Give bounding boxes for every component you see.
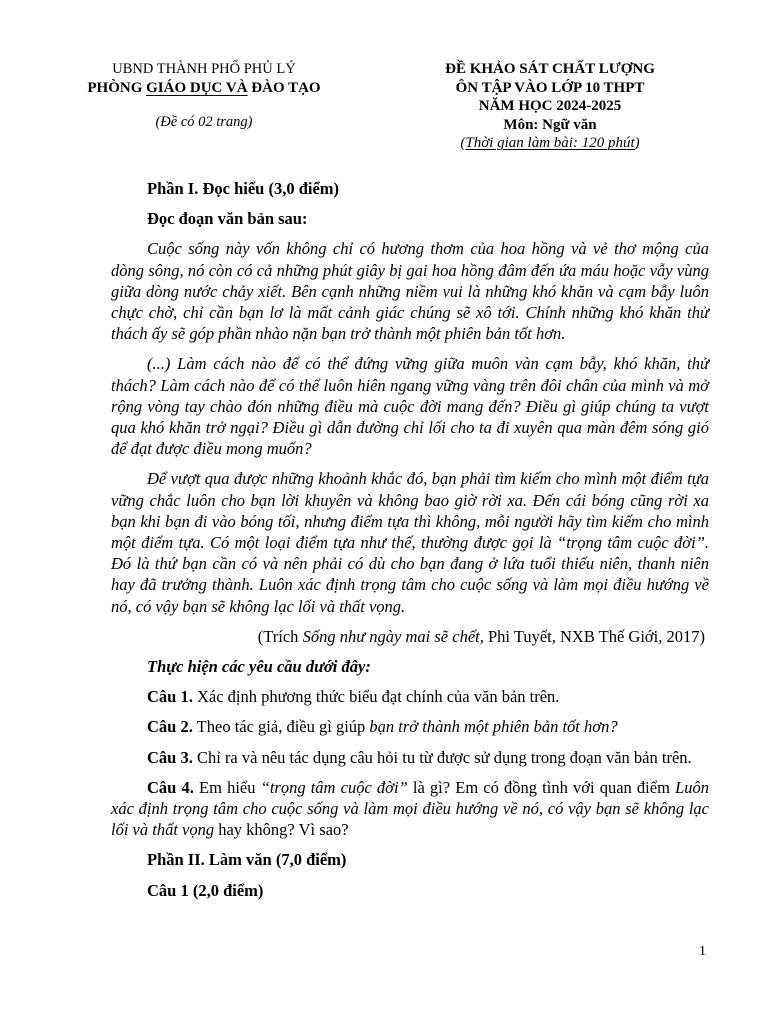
passage-source: (Trích Sống như ngày mai sẽ chết, Phi Tuyết, NXB Thế Giới, 2017) <box>257 626 705 646</box>
part2-question-1-heading: Câu 1 (2,0 điểm) <box>147 880 264 900</box>
time-allowed: (Thời gian làm bài: 120 phút) <box>460 135 640 151</box>
passage-paragraph-2: (...) Làm cách nào để có thể đứng vững giữa muôn vàn cạm bẫy, khó khăn, thử thách? Làm cách nào để có thể luôn hiên ngang vững vàng trên đôi chân của mình và mở rộng vòng tay chào đón những điều mà cuộc đời mang đến? Điều gì giúp chúng ta vượt qua khó khăn trở ngại? Điều gì dẫn đường chỉ lối cho ta đi xuyên qua màn đêm sóng gió để đạt được điều mong muốn? <box>111 354 709 459</box>
header-left <box>40 60 368 132</box>
department-name: PHÒNG GIÁO DỤC VÀ ĐÀO TẠO <box>87 80 321 96</box>
question-4: Câu 4. Em hiểu “trọng tâm cuộc đời” là gì? Em có đồng tình với quan điểm Luôn xác định trọng tâm cho cuộc sống và làm mọi điều hướng về nó, có vậy bạn sẽ không lạc lối và thất vọng hay không? Vì sao? <box>111 777 709 840</box>
part2-heading: Phần II. Làm văn (7,0 điểm) <box>147 850 347 870</box>
page-count-note: (Đề có 02 trang) <box>155 114 253 130</box>
exam-content <box>111 178 709 910</box>
task-heading: Thực hiện các yêu cầu dưới đây: <box>147 657 371 677</box>
school-year: NĂM HỌC 2024-2025 <box>478 98 622 114</box>
question-label: Câu 4. <box>147 777 194 797</box>
passage-paragraph-1: Cuộc sống này vốn không chỉ có hương thơm của hoa hồng và vẻ thơ mộng của dòng sông, nó còn có cả những phút giây bị gai hoa hồng đâm đến ứa máu hoặc vẫy vùng giữa dòng nước chảy xiết. Bên cạnh những niềm vui là những khó khăn và cạm bẫy luôn chực chờ, chỉ cần bạn lơ là mất cảnh giác chúng sẽ xô tới. Chính những khó khăn thử thách ấy sẽ góp phần nhào nặn bạn trở thành một phiên bản tốt hơn. <box>111 239 709 344</box>
part1-heading: Phần I. Đọc hiểu (3,0 điểm) <box>147 179 340 198</box>
passage-paragraph-3: Để vượt qua được những khoảnh khắc đó, bạn phải tìm kiếm cho mình một điểm tựa vững chắc luôn cho bạn lời khuyên và không bao giờ rời xa. Đến cái bóng cũng rời xa bạn khi bạn đi vào bóng tối, nhưng điểm tựa thì không, mỗi người hãy tìm kiếm cho mình một điểm tựa. Có một loại điểm tựa như thế, thường được gọi là “trọng tâm cuộc đời”. Đó là thứ bạn cần có và nên phải có dù cho bạn đang ở lứa tuổi thiếu niên, thanh niên hay đã trưởng thành. Luôn xác định trọng tâm cho cuộc sống và làm mọi điều hướng về nó, có vậy bạn sẽ không lạc lối và thất vọng. <box>111 469 709 616</box>
subject: Môn: Ngữ văn <box>503 116 597 133</box>
question-label: Câu 3. <box>147 747 193 767</box>
question-label: Câu 1. <box>147 687 193 707</box>
exam-title: ĐỀ KHẢO SÁT CHẤT LƯỢNG <box>445 61 655 77</box>
question-2: Câu 2. Theo tác giả, điều gì giúp bạn trở thành một phiên bản tốt hơn? <box>147 717 618 737</box>
header-right <box>400 60 700 153</box>
question-1: Câu 1. Xác định phương thức biểu đạt chính của văn bản trên. <box>147 687 560 707</box>
exam-subtitle: ÔN TẬP VÀO LỚP 10 THPT <box>455 79 645 96</box>
authority-name: UBND THÀNH PHỐ PHỦ LÝ <box>112 61 296 77</box>
read-instruction: Đọc đoạn văn bản sau: <box>147 209 308 229</box>
question-3: Câu 3. Chỉ ra và nêu tác dụng câu hỏi tu từ được sử dụng trong đoạn văn bản trên. <box>147 747 692 767</box>
question-label: Câu 2. <box>147 717 193 737</box>
page-number: 1 <box>699 944 706 959</box>
